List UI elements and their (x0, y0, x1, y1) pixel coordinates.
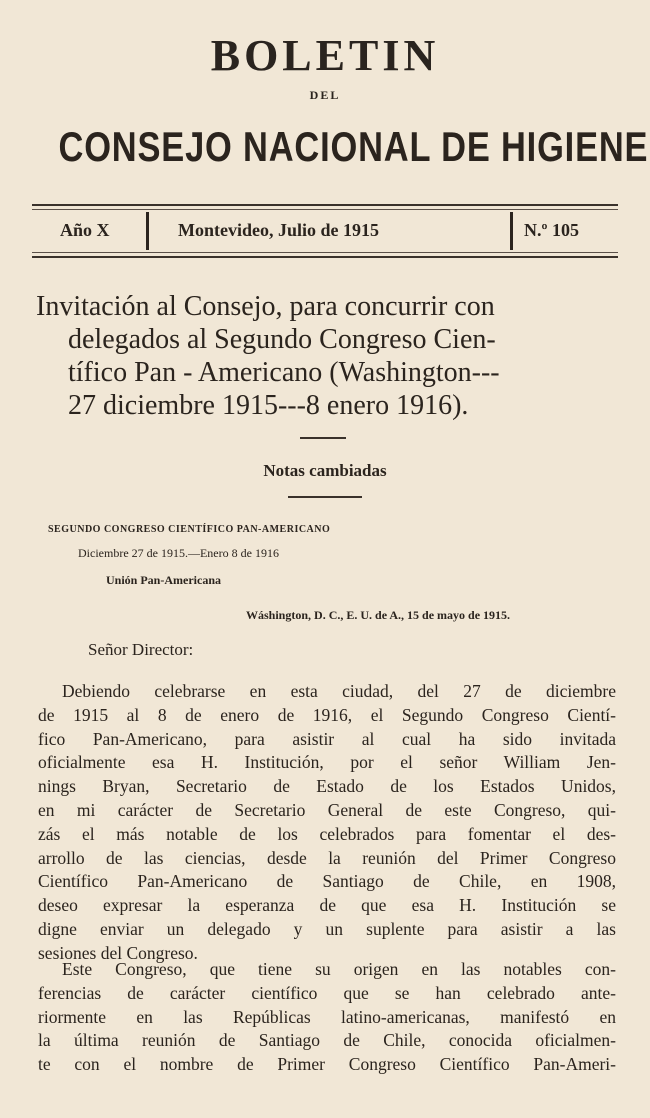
text-line: digne enviar un delegado y un suplente para asistir a las (38, 918, 616, 939)
publication-title-del: DEL (309, 88, 341, 102)
divider-rule (300, 437, 346, 439)
heading-line: Invitación al Consejo, para concurrir con (36, 291, 495, 322)
heading-line: delegados al Segundo Congreso Cien- (68, 324, 496, 355)
text-line: te con el nombre de Primer Congreso Científico Pan-Ameri- (38, 1054, 616, 1075)
letterhead-line: SEGUNDO CONGRESO CIENTÍFICO PAN-AMERICANO (48, 524, 331, 535)
publication-title: BOLETIN (210, 31, 440, 80)
text-line: la última reunión de Santiago de Chile, conocida oficialmen- (38, 1030, 616, 1051)
heading-line: 27 diciembre 1915---8 enero 1916). (68, 390, 469, 421)
issue-year: Año X (60, 220, 110, 240)
text-line: Este Congreso, que tiene su origen en las notables con- (62, 959, 616, 979)
section-subheading: Notas cambiadas (263, 461, 387, 480)
text-line: deseo expresar la esperanza de que esa H. Institución se (38, 895, 616, 916)
text-line: fico Pan-Americano, para asistir al cual ha sido invitada (38, 728, 616, 749)
text-line: de 1915 al 8 de enero de 1916, el Segundo Congreso Cientí- (38, 704, 616, 725)
article-heading (36, 290, 622, 422)
text-line: riormente en las Repúblicas latino-americanas, manifestó en (38, 1006, 616, 1027)
text-line: Debiendo celebrarse en esta ciudad, del 27 de diciembre (62, 681, 616, 701)
text-line: ferencias de carácter científico que se han celebrado ante- (38, 982, 616, 1003)
issue-info-bar (32, 204, 618, 258)
heading-line: tífico Pan - Americano (Washington--- (68, 357, 500, 388)
issue-place-date: Montevideo, Julio de 1915 (178, 220, 379, 240)
divider-rule (288, 496, 362, 498)
issue-number: N.º 105 (524, 220, 579, 240)
paragraph (38, 680, 616, 966)
issue-divider (510, 212, 513, 250)
paragraph (38, 958, 616, 1077)
text-line: nings Bryan, Secretario de Estado de los Estados Unidos, (38, 776, 616, 797)
text-line: arrollo de las ciencias, desde la reunión del Primer Congreso (38, 847, 616, 868)
publication-subtitle: CONSEJO NACIONAL DE HIGIENE (58, 123, 649, 170)
text-line: en mi carácter de Secretario General de este Congreso, qui- (38, 799, 616, 820)
text-line: zás el más notable de los celebrados para fomentar el des- (38, 823, 616, 844)
salutation: Señor Director: (88, 640, 194, 659)
letterhead-line: Diciembre 27 de 1915.—Enero 8 de 1916 (78, 546, 279, 560)
issue-divider (146, 212, 149, 250)
text-line: sesiones del Congreso. (38, 942, 198, 963)
letterhead-line: Unión Pan-Americana (106, 573, 221, 587)
letter-place-date: Wáshington, D. C., E. U. de A., 15 de mayo de 1915. (246, 608, 511, 622)
text-line: oficialmente esa H. Institución, por el señor William Jen- (38, 752, 616, 773)
text-line: Científico Pan-Americano de Santiago de Chile, en 1908, (38, 871, 616, 892)
